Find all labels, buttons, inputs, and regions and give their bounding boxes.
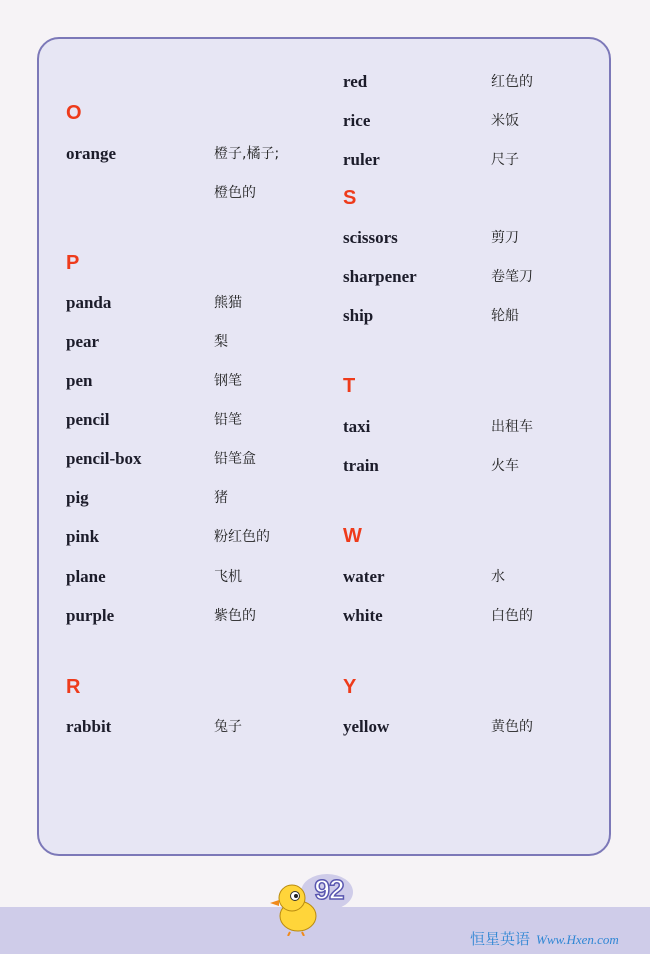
vocab-word: pear: [66, 332, 100, 351]
section-letter: O: [66, 102, 82, 124]
vocab-entry: [66, 715, 336, 739]
vocab-meaning: 紫色的: [214, 608, 256, 624]
vocab-meaning: 橙子,橘子;: [214, 146, 280, 162]
vocab-word: white: [343, 606, 383, 625]
vocab-entry: [66, 604, 336, 628]
vocab-meaning: 米饭: [491, 113, 519, 129]
vocab-entry: [343, 226, 613, 250]
section-letter: S: [343, 187, 357, 209]
vocab-meaning: 黄色的: [491, 719, 533, 735]
vocab-word: taxi: [343, 417, 371, 436]
watermark-site-name: 恒星英语: [470, 930, 531, 948]
vocab-entry: [343, 565, 613, 589]
section-letter: W: [343, 525, 362, 547]
vocab-entry: [343, 415, 613, 439]
vocab-entry: [66, 565, 336, 589]
section-letter: Y: [343, 676, 357, 698]
vocab-meaning: 熊猫: [214, 295, 242, 311]
vocab-word: red: [343, 72, 368, 91]
section-letter: P: [66, 252, 80, 274]
vocab-word: pen: [66, 371, 93, 390]
vocab-meaning: 铅笔盒: [214, 451, 256, 467]
vocab-word: rabbit: [66, 717, 112, 736]
vocab-word: rice: [343, 111, 371, 130]
site-watermark: [470, 928, 619, 949]
section-letter: T: [343, 375, 356, 397]
vocab-entry: [66, 408, 336, 432]
vocab-meaning: 铅笔: [214, 412, 242, 428]
vocab-meaning: 白色的: [491, 608, 533, 624]
vocab-entry: [66, 181, 336, 205]
vocab-meaning: 火车: [491, 458, 519, 474]
vocab-word: pencil-box: [66, 449, 142, 468]
vocab-entry: [343, 604, 613, 628]
vocab-meaning: 红色的: [491, 74, 533, 90]
vocab-entry: [343, 715, 613, 739]
vocab-word: scissors: [343, 228, 398, 247]
vocab-meaning: 兔子: [214, 719, 242, 735]
section-letter: R: [66, 676, 81, 698]
vocab-word: ruler: [343, 150, 380, 169]
watermark-url: Www.Hxen.com: [536, 932, 619, 947]
vocab-entry: [343, 304, 613, 328]
vocab-word: purple: [66, 606, 115, 625]
vocab-entry: [66, 525, 336, 549]
vocab-meaning: 水: [491, 569, 505, 585]
vocab-meaning: 梨: [214, 334, 228, 350]
vocab-word: water: [343, 567, 385, 586]
vocab-word: ship: [343, 306, 374, 325]
vocab-entry: [343, 148, 613, 172]
vocab-word: pink: [66, 527, 100, 546]
vocab-entry: [343, 265, 613, 289]
vocab-meaning: 剪刀: [491, 230, 519, 246]
vocab-entry: [66, 330, 336, 354]
vocab-entry: [66, 369, 336, 393]
vocab-entry: [66, 447, 336, 471]
vocab-entry: [343, 454, 613, 478]
duck-mascot-icon: [268, 880, 320, 936]
vocab-meaning: 轮船: [491, 308, 519, 324]
vocab-entry: [66, 486, 336, 510]
vocab-entry: [66, 291, 336, 315]
vocab-meaning: 橙色的: [214, 185, 256, 201]
vocab-word: pencil: [66, 410, 110, 429]
vocab-meaning: 卷笔刀: [491, 269, 533, 285]
vocab-entry: [343, 70, 613, 94]
vocab-word: orange: [66, 144, 117, 163]
vocab-meaning: 尺子: [491, 152, 519, 168]
page-number: 92: [314, 874, 344, 905]
vocab-entry: [66, 142, 336, 166]
vocab-meaning: 出租车: [491, 419, 533, 435]
vocab-word: pig: [66, 488, 89, 507]
vocab-entry: [343, 109, 613, 133]
vocab-word: yellow: [343, 717, 390, 736]
vocab-meaning: 钢笔: [214, 373, 242, 389]
vocab-word: train: [343, 456, 379, 475]
vocab-meaning: 猪: [214, 490, 228, 506]
vocab-word: panda: [66, 293, 112, 312]
vocab-word: plane: [66, 567, 106, 586]
vocab-meaning: 粉红色的: [214, 529, 270, 545]
vocab-word: sharpener: [343, 267, 417, 286]
vocab-meaning: 飞机: [214, 569, 242, 585]
